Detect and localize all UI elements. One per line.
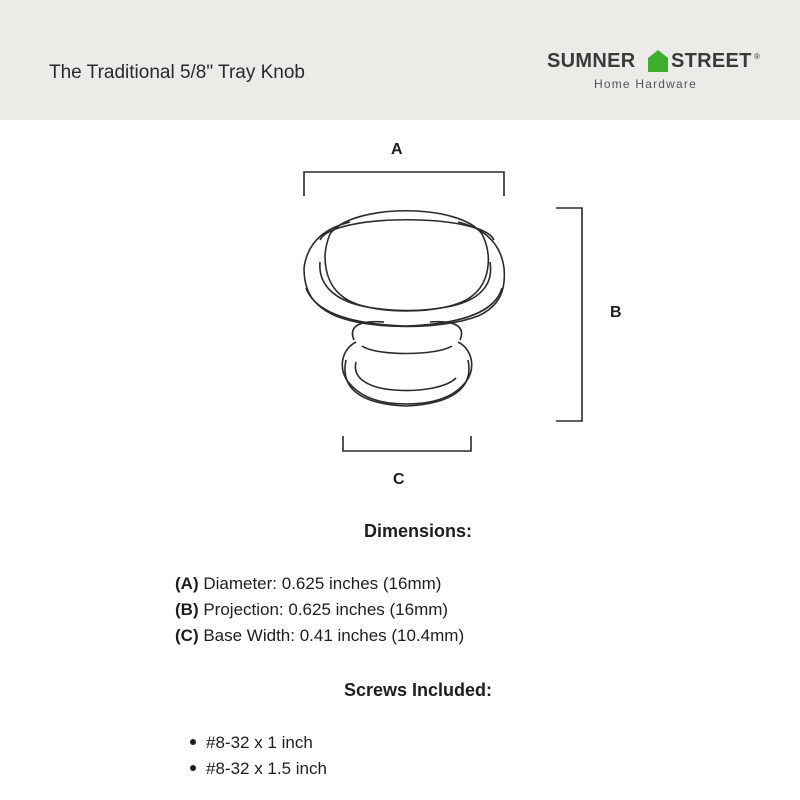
- logo-name-right: STREET: [671, 50, 752, 72]
- dimension-text: Base Width: 0.41 inches (10.4mm): [198, 626, 465, 645]
- dimensions-heading: Dimensions:: [363, 521, 473, 541]
- screws-heading: Screws Included:: [343, 680, 493, 700]
- list-item: [190, 733, 313, 753]
- logo-subtitle: Home Hardware: [594, 77, 697, 91]
- brand-logo: [547, 50, 762, 92]
- dimension-row-c: [175, 626, 464, 646]
- dimension-label-b: B: [610, 304, 622, 321]
- list-item: [190, 759, 327, 779]
- registered-mark: ®: [754, 52, 760, 61]
- house-icon: [647, 49, 669, 73]
- bullet-icon: [190, 765, 196, 771]
- dimension-row-b: [175, 600, 448, 620]
- screw-text: #8-32 x 1.5 inch: [206, 759, 327, 778]
- dimension-tag: (A): [175, 574, 199, 593]
- dimension-c-bracket: [343, 436, 471, 451]
- dimension-b-bracket: [556, 208, 582, 421]
- dimension-text: Projection: 0.625 inches (16mm): [198, 600, 449, 619]
- dimension-tag: (C): [175, 626, 199, 645]
- dimension-tag: (B): [175, 600, 199, 619]
- dimension-row-a: [175, 574, 441, 594]
- dimension-label-a: A: [391, 141, 403, 158]
- page-title: The Traditional 5/8" Tray Knob: [49, 62, 305, 83]
- knob-base: [342, 322, 471, 406]
- knob-cap: [304, 211, 504, 327]
- dimension-label-c: C: [393, 471, 405, 488]
- dimension-text: Diameter: 0.625 inches (16mm): [198, 574, 442, 593]
- header-bar: [0, 0, 800, 120]
- dimension-a-bracket: [304, 172, 504, 196]
- bullet-icon: [190, 739, 196, 745]
- screw-text: #8-32 x 1 inch: [206, 733, 313, 752]
- knob-drawing: [0, 120, 800, 510]
- logo-name-left: SUMNER: [547, 50, 636, 72]
